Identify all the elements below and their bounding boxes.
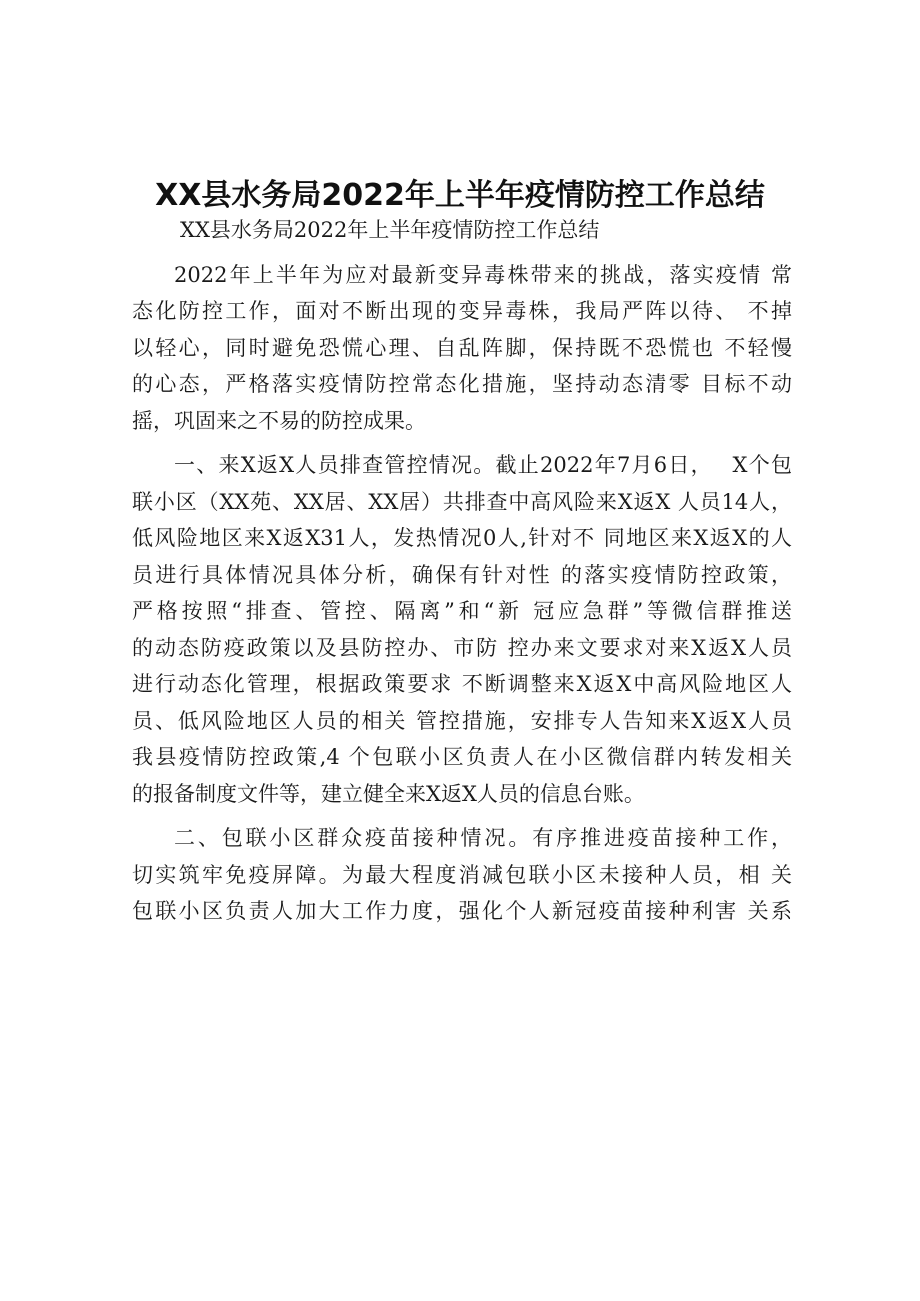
intro-paragraph [132, 257, 792, 440]
subtitle-line: XX县水务局2022年上半年疫情防控工作总结 [180, 218, 600, 242]
section-one-paragraph [132, 447, 792, 812]
paragraph-line: 联小区（XX苑、XX居、XX居）共排查中高风险来X返X 人员14人， [132, 489, 792, 514]
paragraph-line: 切实筑牢免疫屏障。为最大程度消减包联小区未接种人员，相 关 [132, 862, 792, 887]
paragraph-line: 员进行具体情况具体分析，确保有针对性 的落实疫情防控政策， [132, 562, 792, 587]
paragraph-line: 我县疫情防控政策,4 个包联小区负责人在小区微信群内转发相关 [132, 745, 792, 769]
paragraph-line: 的心态，严格落实疫情防控常态化措施，坚持动态清零 目标不动 [132, 372, 792, 396]
paragraph-line: 摇，巩固来之不易的防控成果。 [132, 408, 426, 433]
paragraph-line: 的报备制度文件等，建立健全来X返X人员的信息台账。 [132, 781, 645, 806]
document-body [132, 212, 792, 935]
paragraph-line: 二、包联小区群众疫苗接种情况。有序推进疫苗接种工作， [174, 826, 792, 850]
paragraph-line: 态化防控工作，面对不断出现的变异毒株，我局严阵以待、 不掉 [132, 299, 792, 323]
paragraph-line: 包联小区负责人加大工作力度，强化个人新冠疫苗接种利害 关系 [132, 899, 792, 923]
subtitle-paragraph [132, 212, 792, 249]
paragraph-line: 低风险地区来X返X31人，发热情况0人,针对不 同地区来X返X的人 [132, 526, 792, 550]
paragraph-line: 严格按照“排查、管控、隔离”和“新 冠应急群”等微信群推送 [132, 599, 792, 623]
paragraph-line: 以轻心，同时避免恐慌心理、自乱阵脚，保持既不恐慌也 不轻慢 [132, 335, 792, 360]
paragraph-line: 进行动态化管理，根据政策要求 不断调整来X返X中高风险地区人 [132, 672, 792, 696]
paragraph-line: 一、来X返X人员排查管控情况。截止2022年7月6日， X个包 [174, 453, 792, 477]
document-title: XX县水务局2022年上半年疫情防控工作总结 [155, 178, 765, 213]
section-two-paragraph [132, 820, 792, 930]
paragraph-line: 2022年上半年为应对最新变异毒株带来的挑战，落实疫情 常 [174, 262, 792, 287]
paragraph-line: 员、低风险地区人员的相关 管控措施，安排专人告知来X返X人员 [132, 708, 792, 733]
paragraph-line: 的动态防疫政策以及县防控办、市防 控办来文要求对来X返X人员 [132, 635, 792, 660]
